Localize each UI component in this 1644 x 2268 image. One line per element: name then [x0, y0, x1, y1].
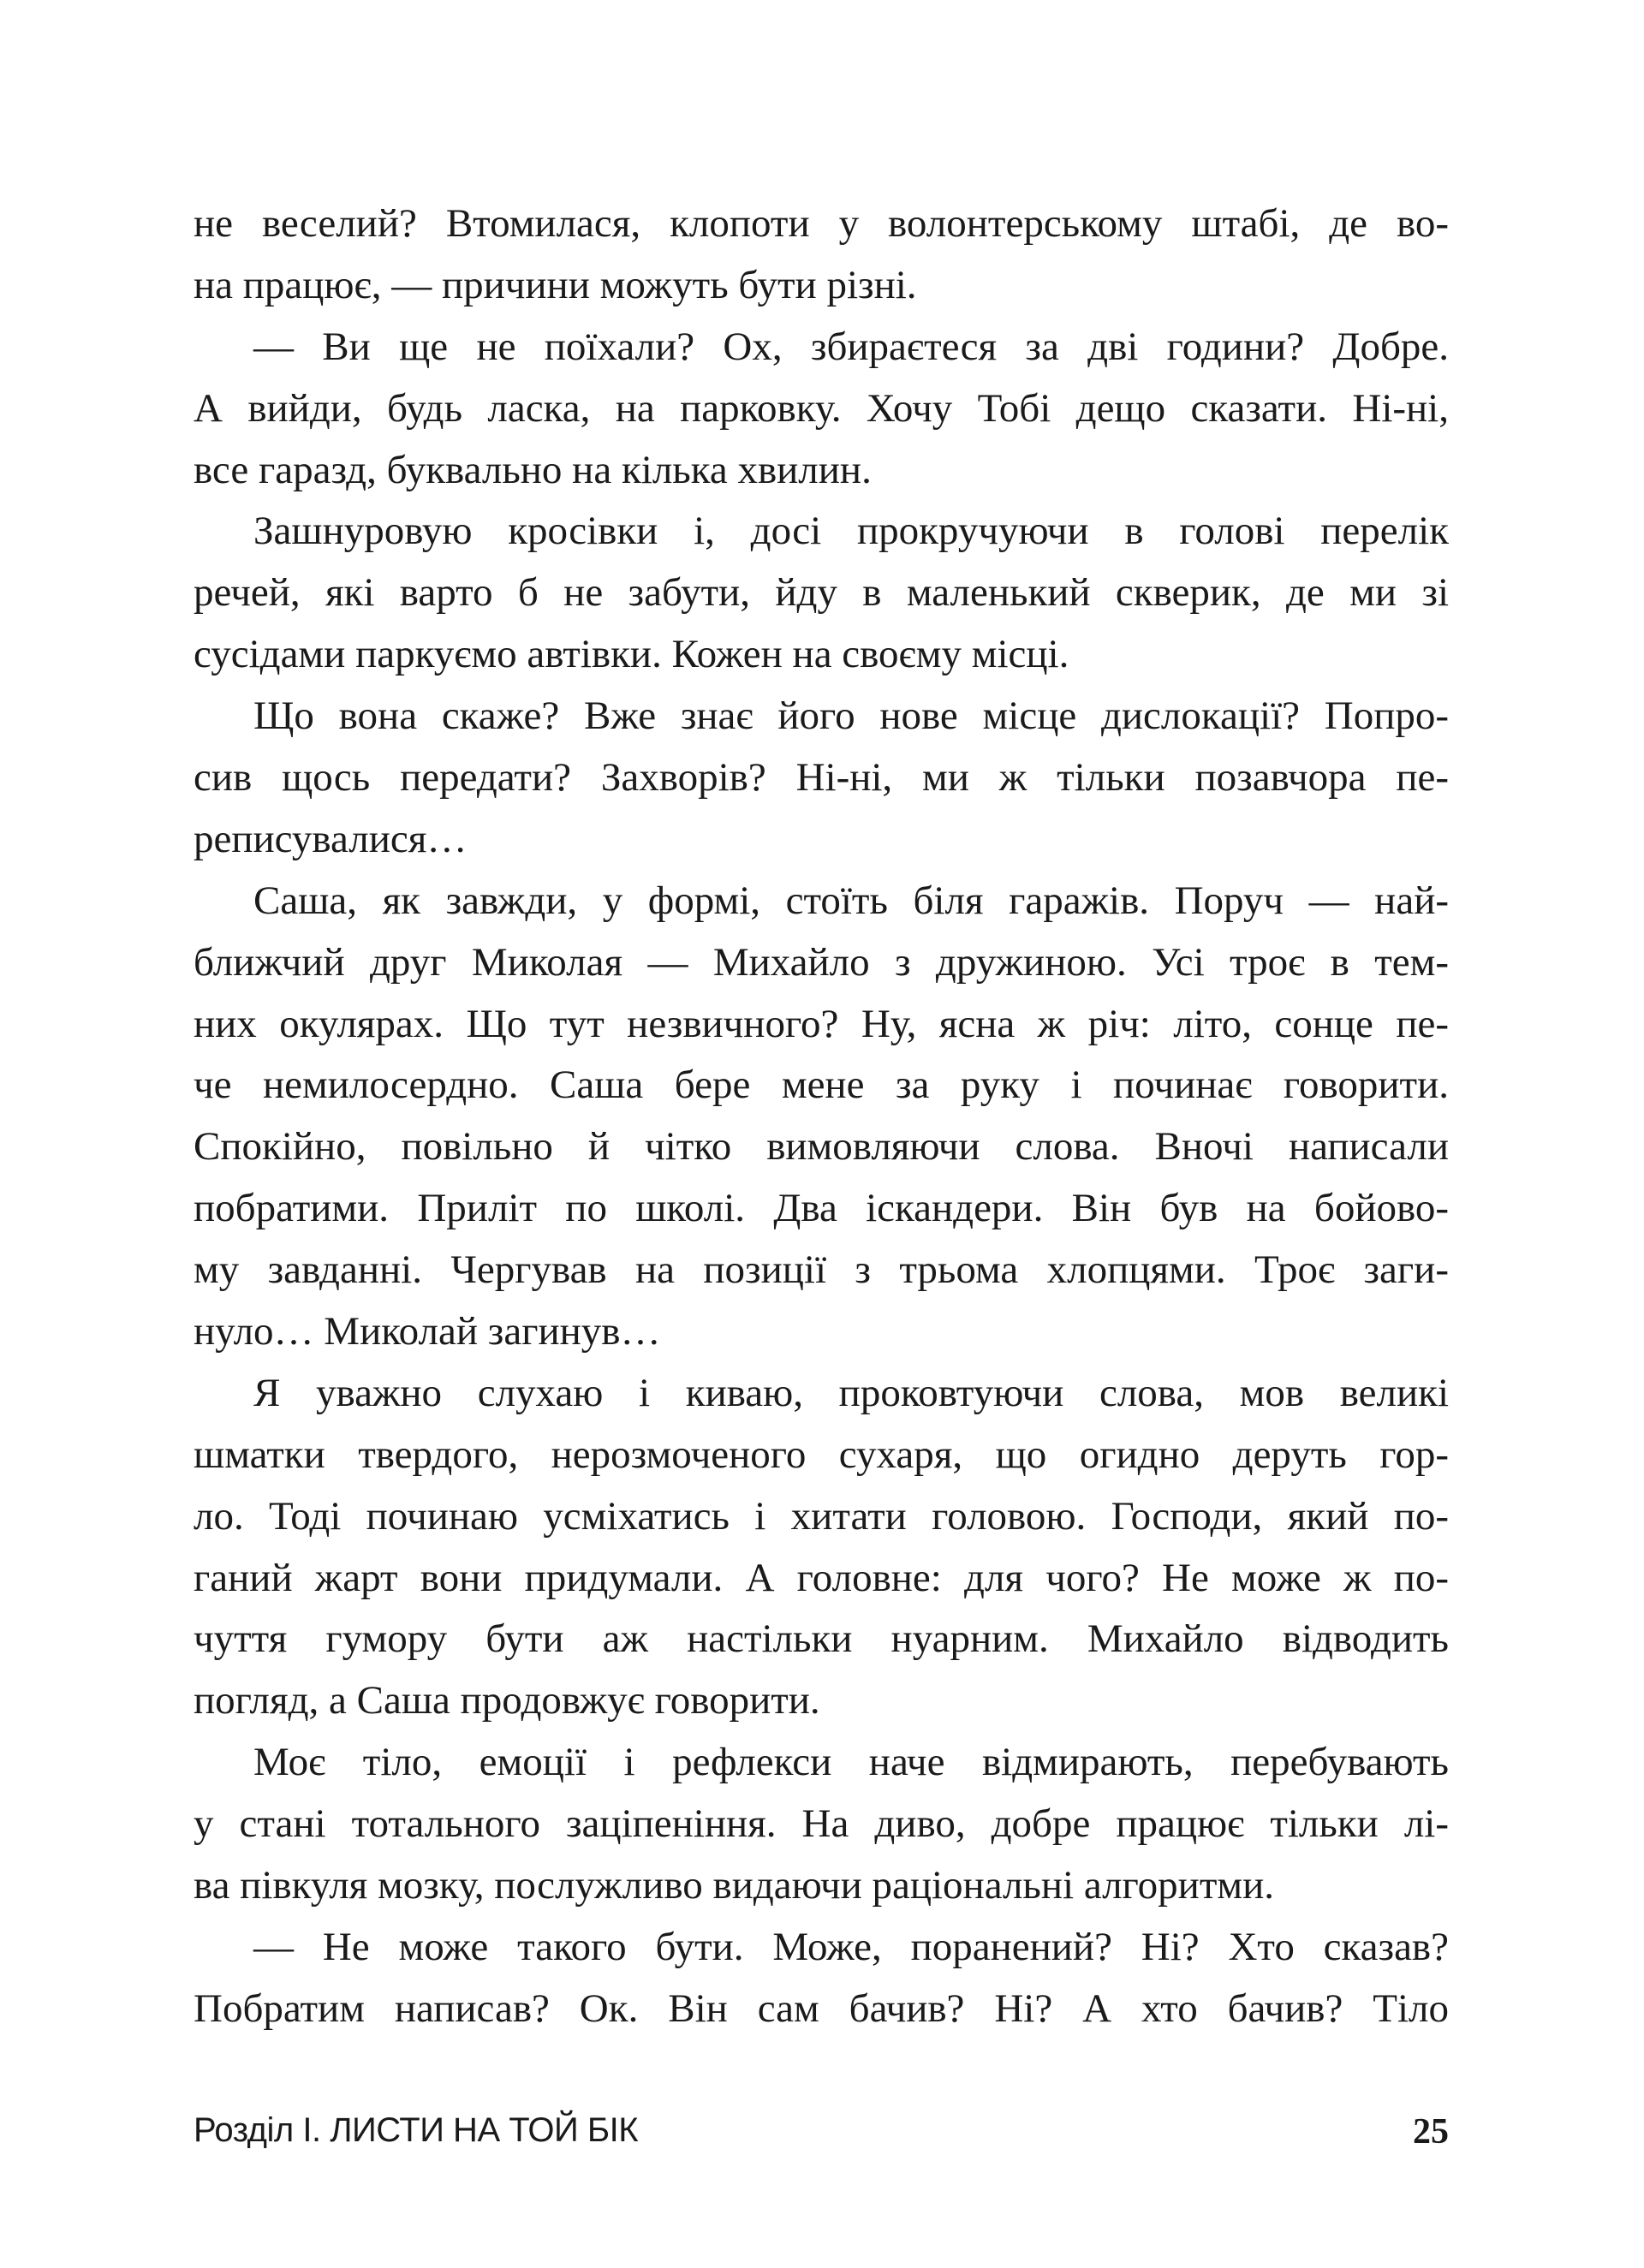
text-line: на працює, — причини можуть бути різні.: [194, 262, 917, 307]
text-line: Спокійно, повільно й чітко вимовляючи слова. Вночі написали: [194, 1124, 1449, 1170]
text-line: шматки твердого, нерозмоченого сухаря, що огидно деруть гор-: [194, 1432, 1449, 1477]
body-text: [194, 193, 1449, 2040]
text-line: сусідами паркуємо автівки. Кожен на своєму місці.: [194, 632, 1069, 677]
running-title: Розділ І. ЛИСТИ НА ТОЙ БІК: [194, 2111, 639, 2149]
text-line: Моє тіло, емоції і рефлекси наче відмирають, перебувають: [253, 1740, 1449, 1785]
text-line: Що вона скаже? Вже знає його нове місце дислокації? Попро-: [253, 693, 1449, 739]
text-line: му завданні. Чергував на позиції з трьома хлопцями. Троє заги-: [194, 1247, 1449, 1293]
page-number: 25: [1413, 2112, 1449, 2152]
text-line: нуло… Миколай загинув…: [194, 1309, 661, 1354]
text-line: Зашнуровую кросівки і, досі прокручуючи в голові перелік: [253, 509, 1449, 554]
text-line: ло. Тоді починаю усміхатись і хитати головою. Господи, який по-: [194, 1493, 1449, 1539]
text-line: ближчий друг Миколая — Михайло з дружиною. Усі троє в тем-: [194, 939, 1449, 985]
text-line: А вийди, будь ласка, на парковку. Хочу Тобі дещо сказати. Ні-ні,: [194, 385, 1449, 431]
text-line: погляд, а Саша продовжує говорити.: [194, 1678, 820, 1723]
text-line: че немилосердно. Саша бере мене за руку і починає говорити.: [194, 1063, 1449, 1108]
text-line: Побратим написав? Ок. Він сам бачив? Ні? А хто бачив? Тіло: [194, 1985, 1449, 2031]
text-line: не веселий? Втомилася, клопоти у волонтерському штабі, де во-: [194, 201, 1449, 246]
text-line: чуття гумору бути аж настільки нуарним. Михайло відводить: [194, 1616, 1449, 1662]
text-line: Саша, як завжди, у формі, стоїть біля гаражів. Поруч — най-: [253, 878, 1449, 923]
page-footer: [194, 2111, 1449, 2163]
text-line: ганий жарт вони придумали. А головне: для чого? Не може ж по-: [194, 1555, 1449, 1600]
text-line: Я уважно слухаю і киваю, проковтуючи слова, мов великі: [253, 1370, 1449, 1415]
text-line: побратими. Приліт по школі. Два іскандери. Він був на бойово-: [194, 1186, 1449, 1231]
text-line: речей, які варто б не забути, йду в маленький скверик, де ми зі: [194, 570, 1449, 616]
text-line: ва півкуля мозку, послужливо видаючи раціональні алгоритми.: [194, 1863, 1275, 1908]
text-line: — Не може такого бути. Може, поранений? Ні? Хто сказав?: [253, 1924, 1449, 1969]
text-line: — Ви ще не поїхали? Ох, збираєтеся за дві години? Добре.: [253, 324, 1449, 369]
text-line: реписувалися…: [194, 816, 468, 861]
text-line: них окулярах. Що тут незвичного? Ну, ясна ж річ: літо, сонце пе-: [194, 1001, 1449, 1046]
text-line: сив щось передати? Захворів? Ні-ні, ми ж тільки позавчора пе-: [194, 755, 1449, 801]
text-line: все гаразд, буквально на кілька хвилин.: [194, 447, 872, 492]
text-line: у стані тотального заціпеніння. На диво, добре працює тільки лі-: [194, 1801, 1449, 1847]
